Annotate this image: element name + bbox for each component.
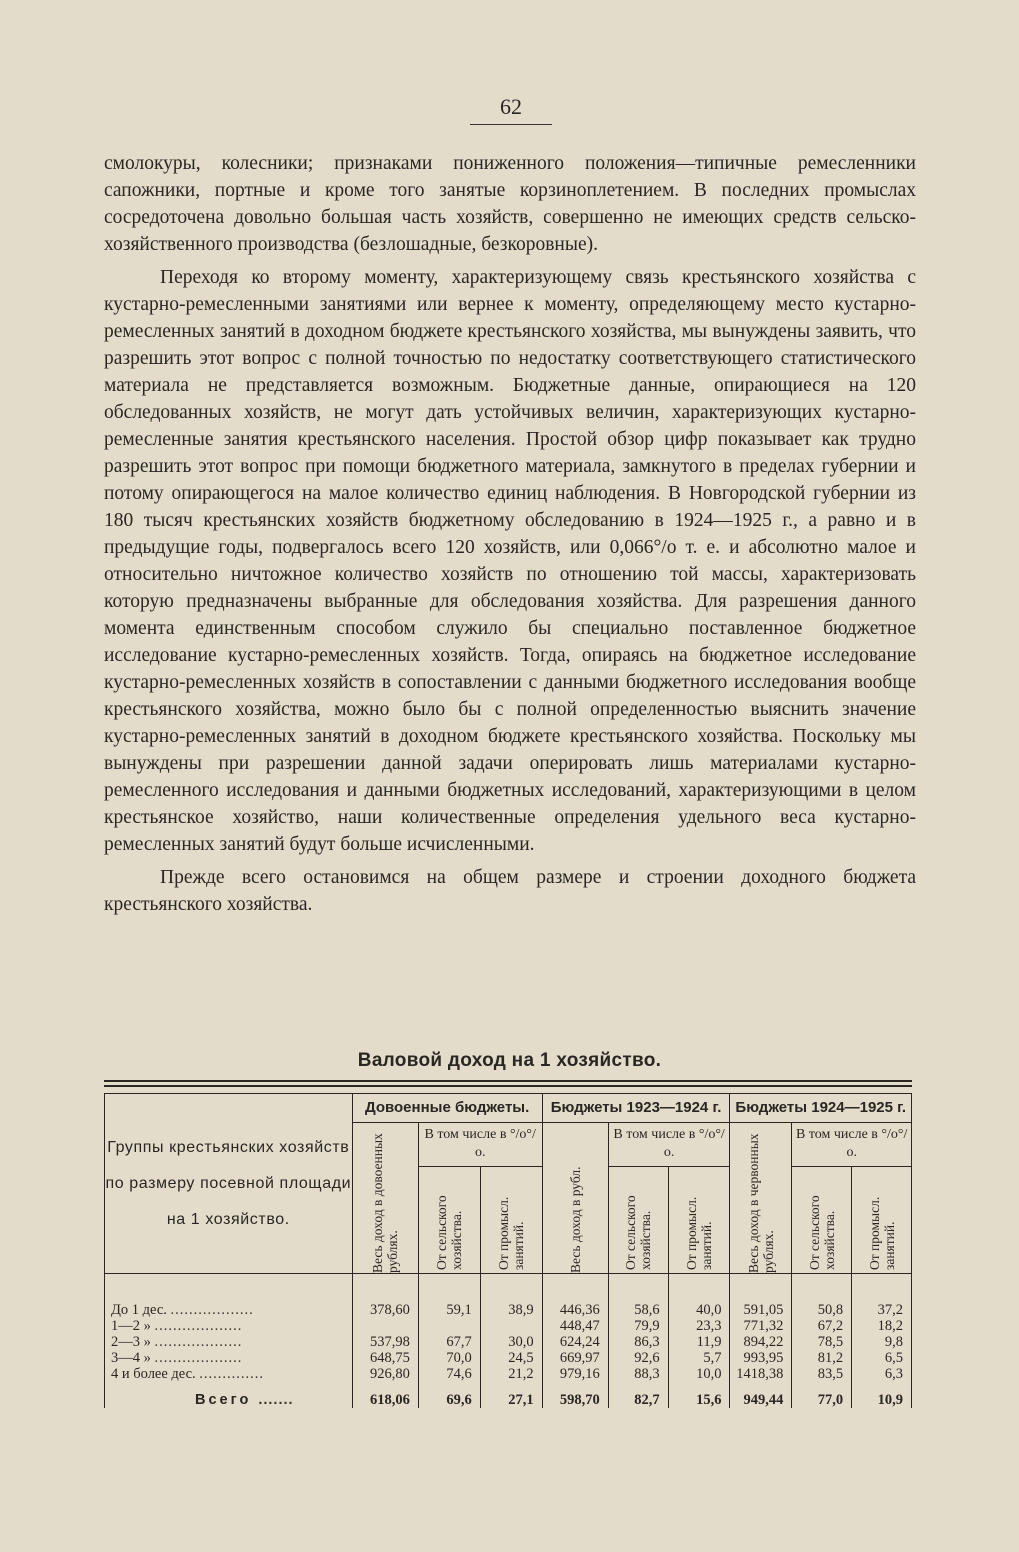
leader-dots: ....... <box>258 1392 294 1408</box>
leader-dots: ................... <box>154 1334 243 1350</box>
value-cell: 6,3 <box>852 1366 912 1388</box>
income-table <box>104 1093 912 1408</box>
value-cell: 378,60 <box>352 1274 418 1319</box>
value-cell: 591,05 <box>730 1274 792 1319</box>
col-craft-1923: От промысл. занятий. <box>668 1166 730 1273</box>
value-cell: 1418,38 <box>730 1366 792 1388</box>
value-cell: 771,32 <box>730 1318 792 1334</box>
paragraph: Переходя ко второму моменту, характеризующему связь крестьянского хозяйства с кустарно-ремесленными занятиями или вернее к моменту, определяющему место кустарно-ремесленных занятий в доходном бюджете крестьянского хозяйства, мы вынуждены заявить, что разрешить этот вопрос с полной точностью по недостатку соответствующего статистического материала не представляется возможным. Бюджетные данные, опирающиеся на 120 обследованных хозяйств, не могут дать устойчивых величин, характеризующих кустарно-ремесленные занятия крестьянского населения. Простой обзор цифр показывает как трудно разрешить этот вопрос при помощи бюджетного материала, замкнутого в пределах губернии и потому опирающегося на малое количество единиц наблюдения. В Новгородской губернии из 180 тысяч крестьянских хозяйств бюджетному обследованию в 1924—1925 г., а равно и в предыдущие годы, подвергалось всего 120 хозяйств, или 0,066°/о т. е. и абсолютно малое и относительно ничтожное количество хозяйств по отношению той массы, характеризовать которую предназначены выбранные для обследования хозяйства. Для разрешения данного момента единственным способом служило бы специально поставленное бюджетное исследование кустарно-ремесленных хозяйств. Тогда, опираясь на бюджетное исследование кустарно-ремесленных хозяйств в сопоставлении с данными бюджетного исследования вообще крестьянского хозяйства, можно было бы с полной определенностью выяснить значение кустарно-ремесленных занятий в доходном бюджете крестьянского хозяйства. Поскольку мы вынуждены при разрешении данной задачи оперировать лишь материалами кустарно-ремесленного исследования и данными бюджетных исследований, характеризующими в целом крестьянское хозяйство, наши количественные определения удельного веса кустарно-ремесленных занятий будут больше исчисленными. <box>104 267 916 855</box>
group-header-1924: Бюджеты 1924—1925 г. <box>730 1094 912 1123</box>
value-cell: 949,44 <box>730 1388 792 1408</box>
group-header-1923: Бюджеты 1923—1924 г. <box>542 1094 730 1123</box>
value-cell: 38,9 <box>480 1274 542 1319</box>
body-text <box>104 150 916 918</box>
value-cell: 669,97 <box>542 1350 608 1366</box>
value-cell: 11,9 <box>668 1334 730 1350</box>
value-cell: 69,6 <box>418 1388 480 1408</box>
in-pct-1923: В том числе в °/о°/о. <box>608 1123 730 1167</box>
value-cell: 23,3 <box>668 1318 730 1334</box>
value-cell: 78,5 <box>792 1334 852 1350</box>
table-body <box>105 1274 912 1409</box>
value-cell: 624,24 <box>542 1334 608 1350</box>
table-top-rule <box>104 1085 912 1087</box>
value-cell: 10,9 <box>852 1388 912 1408</box>
value-cell <box>480 1318 542 1334</box>
row-label-cell <box>105 1334 353 1350</box>
row-label: 4 и более дес. <box>111 1366 196 1382</box>
value-cell: 92,6 <box>608 1350 668 1366</box>
row-label: 1—2 » <box>111 1318 151 1334</box>
value-cell: 5,7 <box>668 1350 730 1366</box>
value-cell: 40,0 <box>668 1274 730 1319</box>
row-label: 3—4 » <box>111 1350 151 1366</box>
value-cell: 86,3 <box>608 1334 668 1350</box>
value-cell: 21,2 <box>480 1366 542 1388</box>
col-craft-1924: От промысл. занятий. <box>852 1166 912 1273</box>
col-total-1924: Весь доход в червонных рублях. <box>730 1123 792 1274</box>
value-cell: 27,1 <box>480 1388 542 1408</box>
value-cell: 77,0 <box>792 1388 852 1408</box>
value-cell: 88,3 <box>608 1366 668 1388</box>
value-cell: 67,2 <box>792 1318 852 1334</box>
value-cell: 79,9 <box>608 1318 668 1334</box>
value-cell: 15,6 <box>668 1388 730 1408</box>
in-pct-1924: В том числе в °/о°/о. <box>792 1123 912 1167</box>
row-label-cell <box>105 1350 353 1366</box>
value-cell: 598,70 <box>542 1388 608 1408</box>
leader-dots: ................... <box>154 1350 243 1366</box>
in-pct-prewar: В том числе в °/о°/о. <box>418 1123 542 1167</box>
value-cell: 9,8 <box>852 1334 912 1350</box>
row-label: До 1 дес. <box>111 1302 167 1318</box>
row-label: Всего <box>195 1392 252 1408</box>
value-cell: 926,80 <box>352 1366 418 1388</box>
table-row <box>105 1350 912 1366</box>
table-caption: Валовой доход на 1 хозяйство. <box>357 1050 662 1071</box>
value-cell: 448,47 <box>542 1318 608 1334</box>
value-cell: 37,2 <box>852 1274 912 1319</box>
table-top-rule <box>104 1080 912 1082</box>
value-cell: 59,1 <box>418 1274 480 1319</box>
table-row <box>105 1334 912 1350</box>
row-label-cell <box>105 1318 353 1334</box>
col-craft-prewar: От промысл. занятий. <box>480 1166 542 1273</box>
col-agri-1923: От сельского хозяйства. <box>608 1166 668 1273</box>
row-label-cell <box>105 1366 353 1388</box>
value-cell: 24,5 <box>480 1350 542 1366</box>
table-row <box>105 1318 912 1334</box>
page-number: 62 <box>470 92 552 125</box>
value-cell <box>352 1318 418 1334</box>
value-cell: 58,6 <box>608 1274 668 1319</box>
value-cell: 993,95 <box>730 1350 792 1366</box>
value-cell: 979,16 <box>542 1366 608 1388</box>
value-cell: 894,22 <box>730 1334 792 1350</box>
value-cell: 82,7 <box>608 1388 668 1408</box>
paragraph: смолокуры, колесники; признаками пониженного положения—типичные ремесленники сапожники, портные и кроме того занятые корзиноплетением. В последних промыслах сосредоточена довольно большая часть хозяйств, совершенно не имеющих средств сельско-хозяйственного производства (безлошадные, безкоровные). <box>104 153 916 255</box>
col-total-1923: Весь доход в рубл. <box>542 1123 608 1274</box>
value-cell <box>418 1318 480 1334</box>
leader-dots: .................. <box>170 1302 254 1318</box>
table-row <box>105 1366 912 1388</box>
total-row <box>105 1388 912 1408</box>
value-cell: 81,2 <box>792 1350 852 1366</box>
value-cell: 10,0 <box>668 1366 730 1388</box>
value-cell: 70,0 <box>418 1350 480 1366</box>
col-agri-prewar: От сельского хозяйства. <box>418 1166 480 1273</box>
row-label-cell <box>105 1274 353 1319</box>
stub-header: Группы крестьянских хозяйств по размеру посевной площади на 1 хозяйство. <box>105 1094 353 1274</box>
table-row <box>105 1274 912 1319</box>
paragraph: Прежде всего остановимся на общем размере и строении доходного бюджета крестьянского хозяйства. <box>104 867 916 915</box>
leader-dots: .............. <box>199 1366 265 1382</box>
income-table-frame <box>104 1080 912 1408</box>
value-cell: 648,75 <box>352 1350 418 1366</box>
row-label: 2—3 » <box>111 1334 151 1350</box>
value-cell: 30,0 <box>480 1334 542 1350</box>
row-label-cell <box>105 1388 353 1408</box>
col-total-prewar: Весь доход в довоенных рублях. <box>352 1123 418 1274</box>
group-header-prewar: Довоенные бюджеты. <box>352 1094 542 1123</box>
col-agri-1924: От сельского хозяйства. <box>792 1166 852 1273</box>
value-cell: 446,36 <box>542 1274 608 1319</box>
value-cell: 18,2 <box>852 1318 912 1334</box>
leader-dots: ................... <box>154 1318 243 1334</box>
value-cell: 6,5 <box>852 1350 912 1366</box>
value-cell: 50,8 <box>792 1274 852 1319</box>
value-cell: 74,6 <box>418 1366 480 1388</box>
value-cell: 83,5 <box>792 1366 852 1388</box>
value-cell: 618,06 <box>352 1388 418 1408</box>
value-cell: 537,98 <box>352 1334 418 1350</box>
value-cell: 67,7 <box>418 1334 480 1350</box>
